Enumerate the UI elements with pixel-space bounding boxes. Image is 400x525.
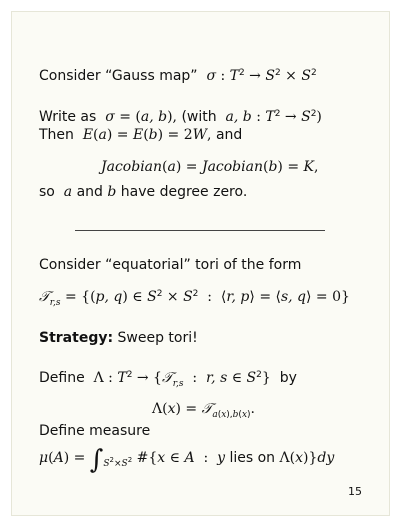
equatorial-line (39, 256, 301, 274)
define-measure-text: Define measure (39, 423, 151, 439)
slide-page (11, 11, 390, 516)
degree-zero-text: have degree zero. (120, 184, 248, 200)
tori-definition: 𝒯$_{r,s}$ = {(p, q) ∈ $S^2 \times S^2$ : ⟨r, p⟩ = ⟨s, q⟩ = 0} (39, 289, 350, 308)
with-text: (with (181, 109, 217, 125)
page-number: 15 (348, 485, 362, 498)
strategy-line (39, 329, 198, 347)
so-text: so (39, 184, 55, 200)
and-text: and (215, 127, 243, 143)
jacobian-equation: Jacobian(a) = Jacobian(b) = K, (101, 159, 319, 175)
then-line: Then E(a) = E(b) = 2W, and (39, 127, 243, 143)
define-text: Define (39, 370, 85, 386)
define-measure-line (39, 422, 150, 440)
then-text: Then (39, 127, 74, 143)
lambda-equation: Λ(x) = 𝒯$_{a(x),b(x)}$. (152, 401, 255, 420)
section-divider (75, 230, 325, 231)
write-as-line: Write as σ = (a, b), (with a, b : $T^2 \to S^2$) (39, 109, 322, 125)
gauss-map-line: Consider “Gauss map” σ : $T^2 \to S^2 \times S^2$ (39, 68, 317, 84)
equatorial-text: Consider “equatorial” tori of the form (39, 257, 302, 273)
measure-equation: $\mu(A) = \int_{S^2\times S^2}$ #{x ∈ A : y lies on Λ(x)}dy (39, 445, 335, 475)
degree-line: so a and b have degree zero. (39, 184, 248, 200)
write-as-text: Write as (39, 109, 97, 125)
and-text-2: and (76, 184, 103, 200)
lies-on-text: lies on (229, 450, 276, 466)
define-lambda-line: Define Λ : $T^2$ → {𝒯$_{r,s}$ : r, s ∈ $S^2$} by (39, 370, 297, 389)
gauss-map-text: Consider “Gauss map” (39, 68, 198, 84)
strategy-text: Sweep tori! (117, 330, 198, 346)
strategy-label: Strategy: (39, 330, 114, 346)
by-text: by (279, 370, 297, 386)
